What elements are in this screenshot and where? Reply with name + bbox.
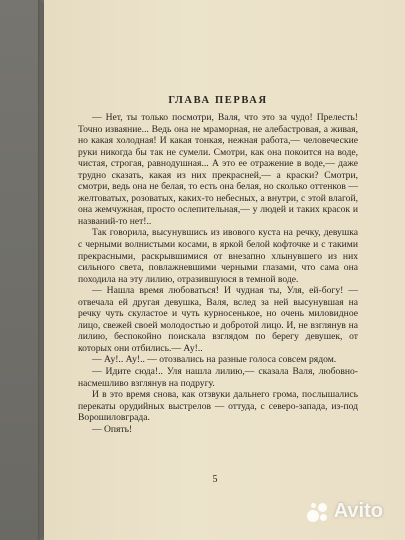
paragraph-5: — Идите сюда!.. Уля нашла лилию,— сказала Валя, любовно-насмешливо взглянув на подругу. <box>78 366 358 389</box>
paragraph-7: — Опять! <box>92 423 133 435</box>
page-number: 5 <box>212 474 218 485</box>
paragraph-2: Так говорила, высунувшись из ивового куста на речку, девушка с черными волнистыми косами, в яркой белой кофточке и с такими прекрасными, раскрывшимися от внезапно хлынувшего из них сильного света, повлажневшими черными глазами, что сама она походила на эту лилию, отразившуюся в темной воде. <box>78 227 358 285</box>
avito-watermark <box>307 500 383 523</box>
paragraph-1: — Нет, ты только посмотри, Валя, что это за чудо! Прелесть! Точно изваяние... Ведь она не мраморная, не алебастровая, а живая, но какая холодная! И какая тонкая, нежная работа,— человеческие руки никогда бы так не сумели. Смотри, как она покоится на воде, чистая, строгая, равнодушная... А это ее отражение в воде,— даже трудно сказать, какая из них прекрасней,— а краски? Смотри, смотри, ведь она не белая, то есть она белая, но сколько оттенков — желтоватых, розоватых, каких-то небесных, а внутри, с этой влагой, она жемчужная, просто ослепительная,— у людей и таких красок и названий-то нет!.. <box>78 112 358 227</box>
avito-logo-icon <box>307 501 329 523</box>
paragraph-6: И в это время снова, как отзвуки дальнего грома, послышались перекаты орудийных выстрелов — оттуда, с северо-запада, из-под Ворошиловграда. <box>78 389 358 424</box>
paragraph-3: — Нашла время любоваться! И чудная ты, Уля, ей-богу! — отвечала ей другая девушка, Валя, вслед за ней высунувшая на речку чуть скуластое и чуть курносенькое, но очень миловидное лицо, свежей своей молодостью и добротой лицо. И, не взглянув на лилию, беспокойно поискала взглядом по берегу девушек, от которых они отбились.— Ау!.. <box>78 285 358 354</box>
chapter-title: ГЛАВА ПЕРВАЯ <box>168 95 268 106</box>
body-text <box>78 112 358 435</box>
paragraph-4: — Ау!.. Ау!.. — отозвались на разные голоса совсем рядом. <box>92 354 337 366</box>
watermark-text: Avito <box>333 500 383 522</box>
